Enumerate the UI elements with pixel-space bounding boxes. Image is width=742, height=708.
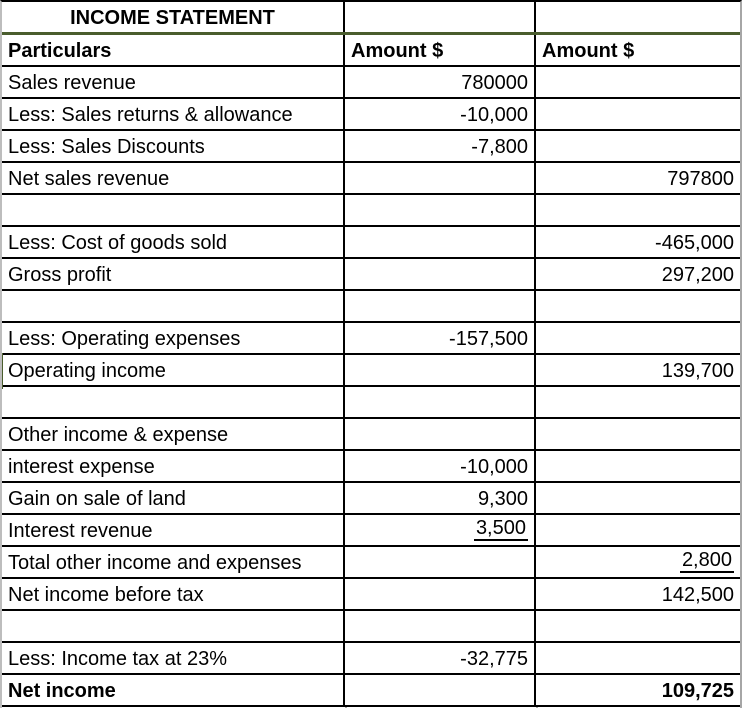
cell-amount-2[interactable] xyxy=(536,515,740,545)
cell-amount-2[interactable] xyxy=(536,611,740,641)
underlined-value: 3,500 xyxy=(475,517,526,539)
table-row xyxy=(2,675,740,707)
underlined-value: 2,800 xyxy=(681,549,732,571)
table-row xyxy=(2,67,740,99)
cell-amount-1[interactable] xyxy=(345,259,536,289)
cell-particulars[interactable]: Less: Income tax at 23% xyxy=(2,643,345,673)
cell-particulars[interactable]: Sales revenue xyxy=(2,67,345,97)
cell-amount-2[interactable]: 139,700 xyxy=(661,360,734,382)
cell-amount-2[interactable]: 797800 xyxy=(667,168,734,190)
cell-particulars[interactable]: Less: Sales Discounts xyxy=(2,131,345,161)
cell-particulars[interactable] xyxy=(2,611,345,641)
cell-amount-1[interactable]: 780000 xyxy=(345,67,536,97)
header-cell-amount-1[interactable]: Amount $ xyxy=(345,35,536,65)
cell-amount-1[interactable] xyxy=(345,355,536,385)
cell-amount-1[interactable] xyxy=(345,227,536,257)
table-row xyxy=(2,547,740,579)
cell-amount-1[interactable] xyxy=(345,579,536,609)
table-row xyxy=(2,387,740,419)
cell-amount-2[interactable] xyxy=(536,483,740,513)
cell-amount-2[interactable] xyxy=(536,195,740,225)
table-row xyxy=(2,227,740,259)
cell-amount-2[interactable] xyxy=(536,131,740,161)
cell-amount-1[interactable] xyxy=(345,291,536,321)
title-empty-cell-1[interactable] xyxy=(345,2,536,32)
cell-amount-2[interactable] xyxy=(536,291,740,321)
cell-particulars[interactable] xyxy=(2,387,345,417)
table-row xyxy=(2,643,740,675)
cell-amount-1[interactable] xyxy=(345,547,536,577)
cell-particulars[interactable]: Operating income xyxy=(2,355,345,385)
cell-amount-1[interactable] xyxy=(345,419,536,449)
cell-amount-2[interactable] xyxy=(536,387,740,417)
cell-particulars[interactable]: Other income & expense xyxy=(2,419,345,449)
table-row xyxy=(2,323,740,355)
table-row xyxy=(2,515,740,547)
cell-amount-1[interactable]: -157,500 xyxy=(345,323,536,353)
table-row xyxy=(2,355,740,387)
header-cell-amount-2[interactable]: Amount $ xyxy=(542,40,635,62)
cell-amount-2[interactable]: 297,200 xyxy=(661,264,734,286)
cell-amount-2[interactable]: -465,000 xyxy=(655,232,734,254)
header-row xyxy=(2,35,740,67)
table-row xyxy=(2,579,740,611)
cell-amount-2[interactable] xyxy=(536,451,740,481)
cell-particulars[interactable] xyxy=(2,195,345,225)
table-row xyxy=(2,163,740,195)
cell-amount-2[interactable] xyxy=(536,547,740,577)
cell-amount-2[interactable] xyxy=(536,99,740,129)
cell-amount-1[interactable] xyxy=(345,515,536,545)
table-row xyxy=(2,195,740,227)
cell-particulars[interactable]: Gross profit xyxy=(2,259,345,289)
cell-amount-1[interactable] xyxy=(345,163,536,193)
cell-amount-1[interactable] xyxy=(345,195,536,225)
cell-amount-2[interactable] xyxy=(536,643,740,673)
cell-amount-2[interactable] xyxy=(536,67,740,97)
cell-amount-1[interactable] xyxy=(345,611,536,641)
table-row xyxy=(2,451,740,483)
table-row xyxy=(2,483,740,515)
cell-amount-1[interactable]: 9,300 xyxy=(345,483,536,513)
cell-amount-2[interactable] xyxy=(536,419,740,449)
table-body xyxy=(2,67,740,707)
cell-particulars[interactable]: Gain on sale of land xyxy=(2,483,345,513)
cell-amount-1[interactable]: -10,000 xyxy=(345,451,536,481)
cell-particulars[interactable]: Net income xyxy=(2,675,345,705)
cell-particulars[interactable]: Total other income and expenses xyxy=(2,547,345,577)
table-row xyxy=(2,611,740,643)
title-empty-cell-2[interactable] xyxy=(536,2,740,32)
cell-amount-2[interactable]: 109,725 xyxy=(661,680,734,702)
cell-amount-2[interactable] xyxy=(536,323,740,353)
table-row xyxy=(2,259,740,291)
cell-particulars[interactable] xyxy=(2,291,345,321)
cell-amount-1[interactable]: -32,775 xyxy=(345,643,536,673)
cell-amount-1[interactable] xyxy=(345,387,536,417)
cell-amount-1[interactable] xyxy=(345,675,536,705)
cell-amount-1[interactable]: -7,800 xyxy=(345,131,536,161)
cell-amount-1[interactable]: -10,000 xyxy=(345,99,536,129)
cell-particulars[interactable]: Less: Operating expenses xyxy=(2,323,345,353)
cell-particulars[interactable]: Less: Cost of goods sold xyxy=(2,227,345,257)
table-row xyxy=(2,131,740,163)
cell-particulars[interactable]: Net sales revenue xyxy=(2,163,345,193)
cell-particulars[interactable]: interest expense xyxy=(2,451,345,481)
cell-particulars[interactable]: Less: Sales returns & allowance xyxy=(2,99,345,129)
table-row xyxy=(2,419,740,451)
cell-particulars[interactable]: Interest revenue xyxy=(2,515,345,545)
title-cell[interactable]: INCOME STATEMENT xyxy=(2,2,345,32)
cell-amount-2[interactable]: 142,500 xyxy=(661,584,734,606)
cell-particulars[interactable]: Net income before tax xyxy=(2,579,345,609)
table-row xyxy=(2,291,740,323)
table-row xyxy=(2,99,740,131)
title-row xyxy=(2,2,740,35)
header-cell-particulars[interactable]: Particulars xyxy=(2,35,345,65)
